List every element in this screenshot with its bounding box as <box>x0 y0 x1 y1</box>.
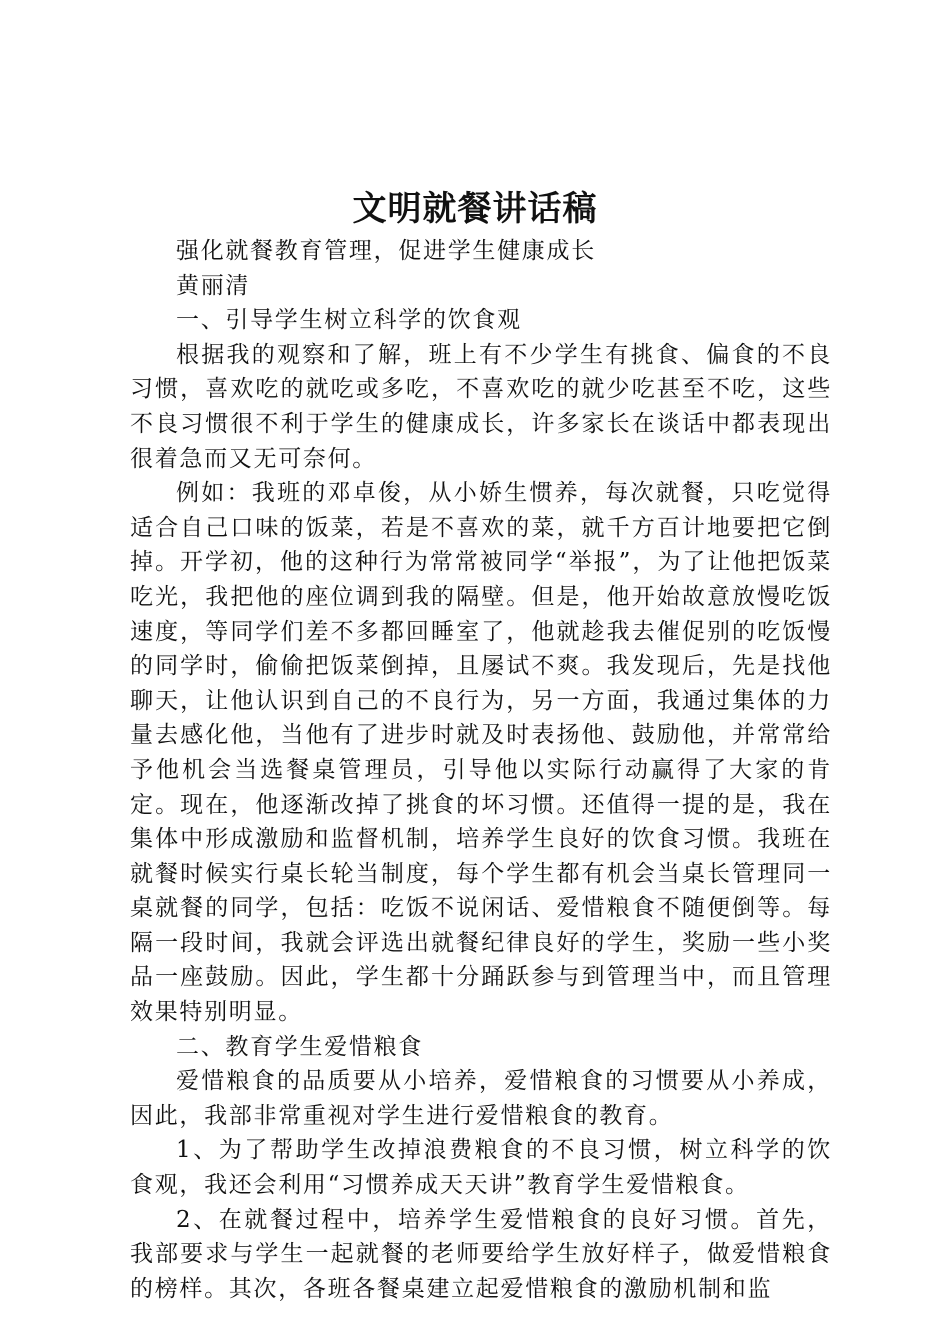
document-body <box>130 234 832 1306</box>
paragraph-1: 根据我的观察和了解，班上有不少学生有挑食、偏食的不良习惯，喜欢吃的就吃或多吃，不喜欢吃的就少吃甚至不吃，这些不良习惯很不利于学生的健康成长，许多家长在谈话中都表现出很着急而又无可奈何。 <box>130 341 832 472</box>
subtitle: 强化就餐教育管理，促进学生健康成长 <box>176 238 596 264</box>
paragraph-3: 爱惜粮食的品质要从小培养，爱惜粮食的习惯要从小养成，因此，我部非常重视对学生进行爱惜粮食的教育。 <box>130 1068 832 1129</box>
document-title: 文明就餐讲话稿 <box>352 189 598 229</box>
paragraph-4: 1、为了帮助学生改掉浪费粮食的不良习惯，树立科学的饮食观，我还会利用“习惯养成天天讲”教育学生爱惜粮食。 <box>130 1137 832 1199</box>
paragraph-2: 例如：我班的邓卓俊，从小娇生惯养，每次就餐，只吃觉得适合自己口味的饭菜，若是不喜欢的菜，就千方百计地要把它倒掉。开学初，他的这种行为常常被同学“举报”，为了让他把饭菜吃光，我把他的座位调到我的隔壁。但是，他开始故意放慢吃饭速度，等同学们差不多都回睡室了，他就趁我去催促别的吃饭慢的同学时，偷偷把饭菜倒掉，且屡试不爽。我发现后，先是找他聊天，让他认识到自己的不良行为，另一方面，我通过集体的力量去感化他，当他有了进步时就及时表扬他、鼓励他，并常常给予他机会当选餐桌管理员，引导他以实际行动赢得了大家的肯定。现在，他逐渐改掉了挑食的坏习惯。还值得一提的是，我在集体中形成激励和监督机制，培养学生良好的饮食习惯。我班在就餐时候实行桌长轮当制度，每个学生都有机会当桌长管理同一桌就餐的同学，包括：吃饭不说闲话、爱惜粮食不随便倒等。每隔一段时间，我就会评选出就餐纪律良好的学生，奖励一些小奖品一座鼓励。因此，学生都十分踊跃参与到管理当中，而且管理效果特别明显。 <box>130 480 832 1026</box>
paragraph-5: 2、在就餐过程中，培养学生爱惜粮食的良好习惯。首先，我部要求与学生一起就餐的老师要给学生放好样子，做爱惜粮食的榜样。其次，各班各餐桌建立起爱惜粮食的激励机制和监 <box>130 1206 832 1302</box>
section-heading-2: 二、教育学生爱惜粮食 <box>176 1033 423 1060</box>
author-name: 黄丽清 <box>176 272 251 299</box>
section-heading-1: 一、引导学生树立科学的饮食观 <box>176 307 522 334</box>
